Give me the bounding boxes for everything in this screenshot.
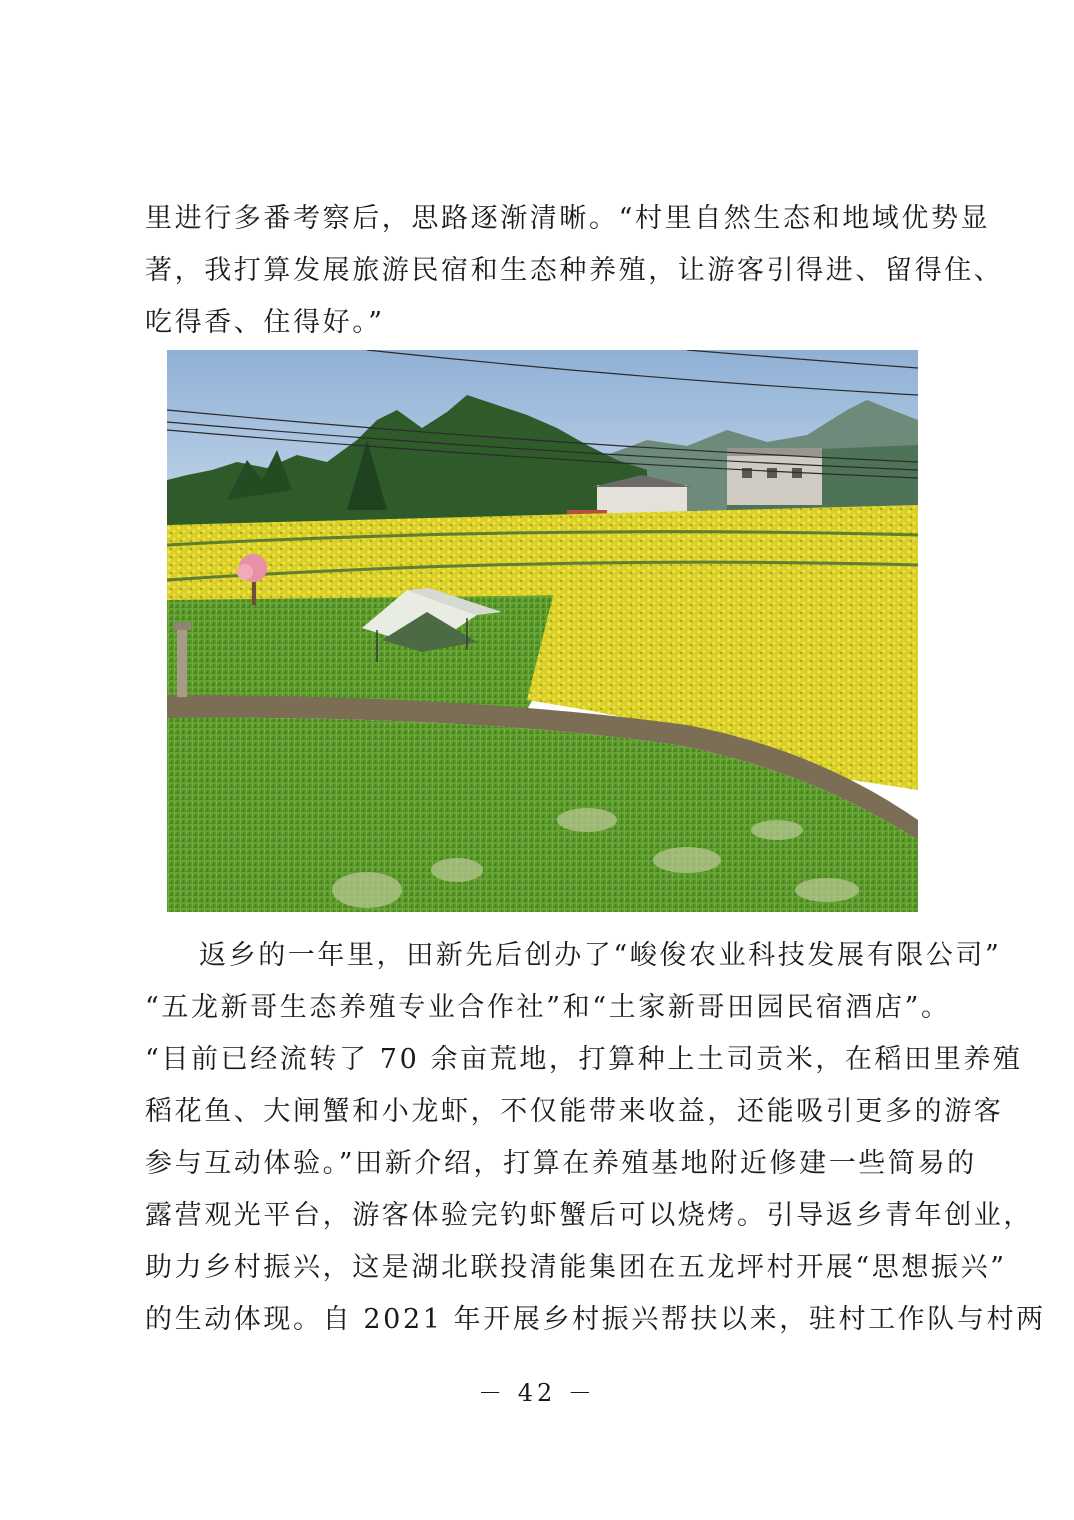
- paragraph2-line-7: 助力乡村振兴，这是湖北联投清能集团在五龙坪村开展“思想振兴”: [145, 1252, 1007, 1283]
- paragraph2-line-1: 返乡的一年里，田新先后创办了“峻俊农业科技发展有限公司”: [199, 940, 1002, 971]
- paragraph1-line-1: 里进行多番考察后，思路逐渐清晰。“村里自然生态和地域优势显: [145, 203, 991, 234]
- paragraph1-line-3: 吃得香、住得好。”: [145, 307, 385, 338]
- field-photo: [167, 350, 918, 912]
- page-number: － 42 －: [478, 1379, 596, 1407]
- paragraph2-line-4: 稻花鱼、大闸蟹和小龙虾，不仅能带来收益，还能吸引更多的游客: [145, 1096, 1004, 1127]
- paragraph2-line-2: “五龙新哥生态养殖专业合作社”和“土家新哥田园民宿酒店”。: [145, 992, 951, 1023]
- paragraph2-line-3: “目前已经流转了 70 余亩荒地，打算种上土司贡米，在稻田里养殖: [145, 1044, 1023, 1075]
- paragraph1-line-2: 著，我打算发展旅游民宿和生态种养殖，让游客引得进、留得住、: [145, 255, 1004, 286]
- paragraph2-line-6: 露营观光平台，游客体验完钓虾蟹后可以烧烤。引导返乡青年创业，: [145, 1200, 1033, 1231]
- paragraph2-line-8: 的生动体现。自 2021 年开展乡村振兴帮扶以来，驻村工作队与村两: [145, 1304, 1046, 1335]
- paragraph2-line-5: 参与互动体验。”田新介绍，打算在养殖基地附近修建一些简易的: [145, 1148, 977, 1179]
